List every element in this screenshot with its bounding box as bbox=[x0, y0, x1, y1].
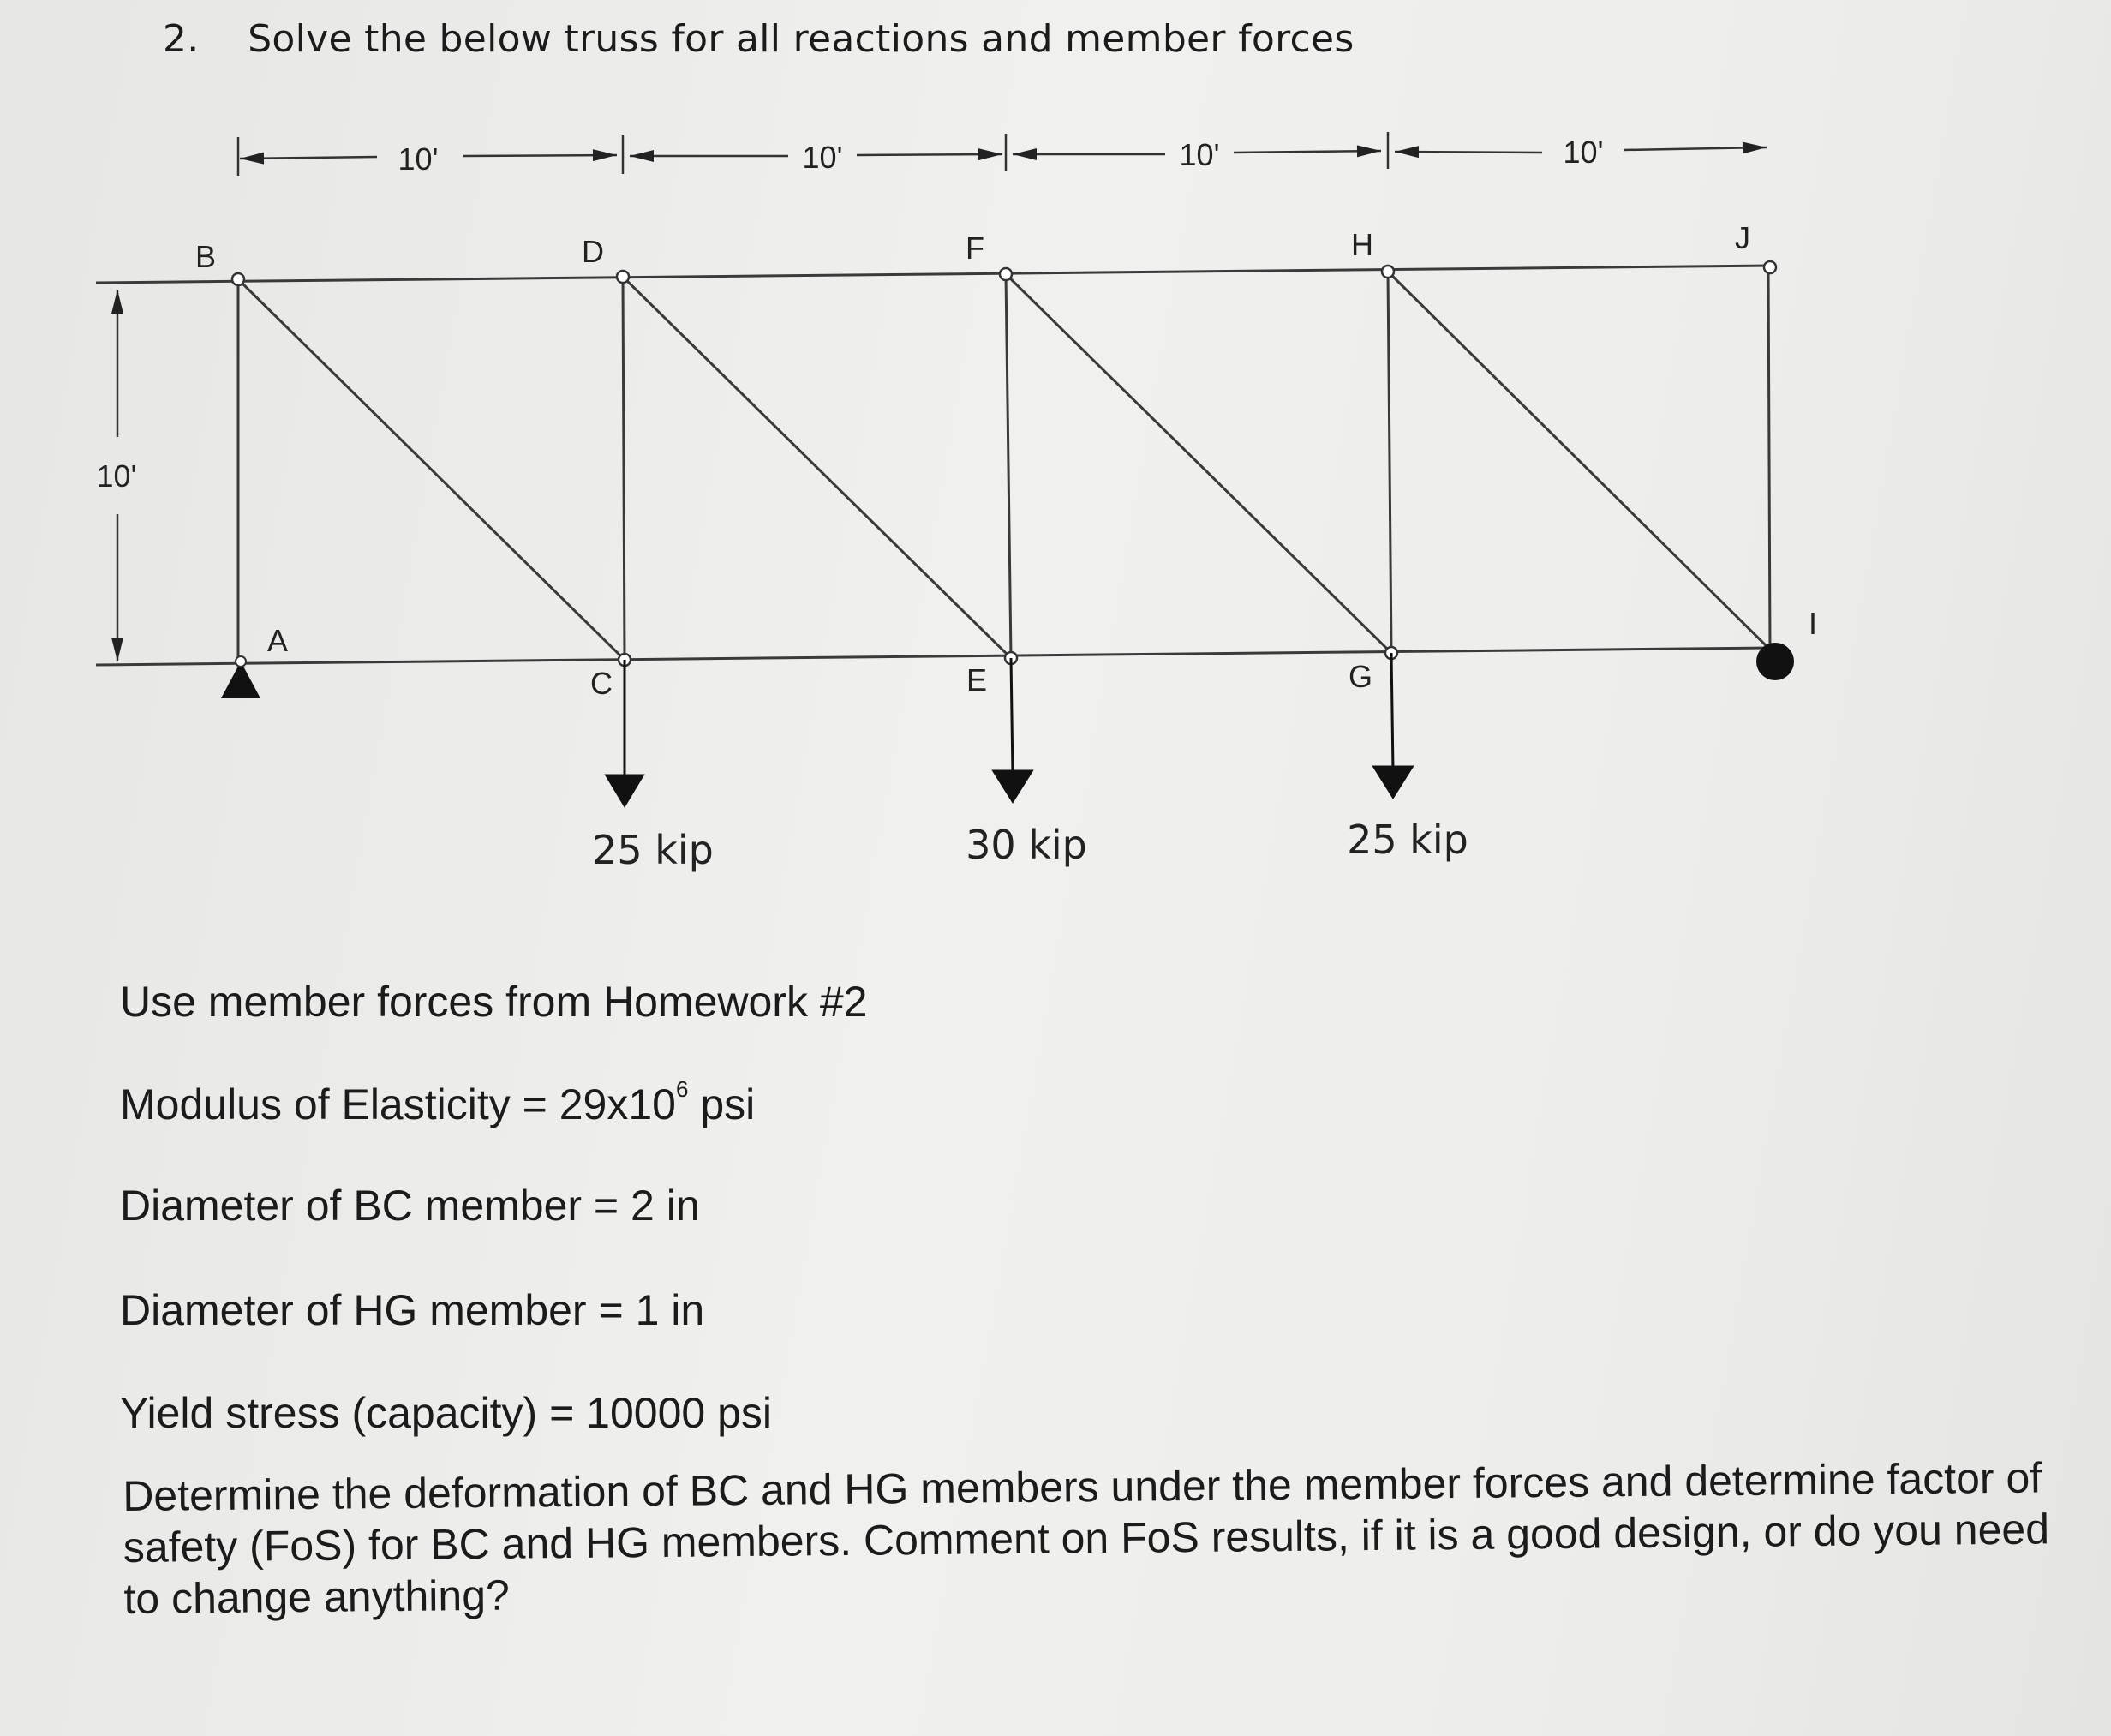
roller-dot-icon bbox=[1756, 643, 1794, 680]
modulus-suffix: psi bbox=[688, 1081, 756, 1128]
joint-d bbox=[617, 271, 629, 283]
member-hg bbox=[1388, 272, 1391, 653]
member-bc bbox=[238, 279, 625, 660]
dimension-line-4-left bbox=[1395, 152, 1542, 153]
dimension-line-4-right bbox=[1624, 147, 1767, 150]
node-label-i: I bbox=[1808, 606, 1818, 641]
load-label-g: 25 kip bbox=[1347, 817, 1468, 863]
member-fe bbox=[1006, 274, 1011, 658]
dimension-label-panel-2: 10' bbox=[802, 140, 843, 175]
member-de bbox=[623, 277, 1011, 658]
dimension-line-1-right bbox=[463, 155, 617, 156]
node-label-c: C bbox=[590, 666, 613, 701]
load-arrow-e-shaft bbox=[1011, 658, 1013, 775]
problem-number: 2. bbox=[163, 17, 200, 61]
node-label-d: D bbox=[582, 234, 604, 269]
member-hi bbox=[1388, 272, 1770, 650]
question-text: Determine the deformation of BC and HG members under the member forces and determine factor of safety (FoS) for BC and HG members. Comment on FoS results, if it is a good design, or do you need to change anything? bbox=[123, 1453, 2050, 1623]
bottom-chord bbox=[96, 648, 1772, 665]
joint-b bbox=[232, 273, 244, 285]
node-label-a: A bbox=[266, 623, 289, 658]
joints bbox=[232, 261, 1776, 666]
node-label-j: J bbox=[1735, 220, 1750, 255]
load-label-c: 25 kip bbox=[592, 827, 714, 873]
load-arrow-g-shaft bbox=[1391, 653, 1393, 771]
load-arrow-c-head bbox=[607, 775, 643, 805]
given-bc-diameter: Diameter of BC member = 2 in bbox=[120, 1182, 700, 1230]
joint-h bbox=[1382, 266, 1394, 278]
problem-statement: Solve the below truss for all reactions and member forces bbox=[248, 17, 1355, 61]
node-label-h: H bbox=[1351, 227, 1373, 262]
node-label-g: G bbox=[1348, 659, 1373, 694]
truss-members bbox=[96, 266, 1772, 665]
load-arrow-e-head bbox=[994, 771, 1032, 801]
joint-a bbox=[236, 656, 246, 667]
dimension-line-3-right bbox=[1234, 151, 1381, 153]
joint-f bbox=[1000, 268, 1012, 280]
joint-j bbox=[1764, 261, 1776, 273]
modulus-exponent: 6 bbox=[675, 1076, 689, 1102]
dimension-label-height: 10' bbox=[96, 458, 137, 494]
given-modulus bbox=[120, 1076, 756, 1129]
dimension-label-panel-3: 10' bbox=[1179, 137, 1220, 172]
dimension-label-panel-1: 10' bbox=[398, 141, 439, 177]
member-dc bbox=[623, 277, 625, 660]
load-arrow-g-head bbox=[1374, 767, 1412, 797]
given-homework-reference: Use member forces from Homework #2 bbox=[120, 978, 868, 1026]
given-hg-diameter: Diameter of HG member = 1 in bbox=[120, 1286, 705, 1334]
modulus-prefix: Modulus of Elasticity = 29x10 bbox=[120, 1081, 676, 1128]
member-ji bbox=[1768, 266, 1770, 650]
node-label-b: B bbox=[194, 239, 217, 274]
given-yield-stress: Yield stress (capacity) = 10000 psi bbox=[120, 1389, 773, 1437]
member-fg bbox=[1006, 274, 1391, 653]
dimension-line-1-left bbox=[240, 157, 377, 159]
dimension-line-2-right bbox=[857, 154, 1002, 155]
load-arrows bbox=[607, 653, 1412, 805]
node-label-e: E bbox=[966, 662, 988, 697]
top-chord bbox=[96, 266, 1772, 283]
dimension-label-panel-4: 10' bbox=[1563, 135, 1604, 170]
node-label-f: F bbox=[966, 230, 984, 266]
load-label-e: 30 kip bbox=[966, 822, 1087, 868]
